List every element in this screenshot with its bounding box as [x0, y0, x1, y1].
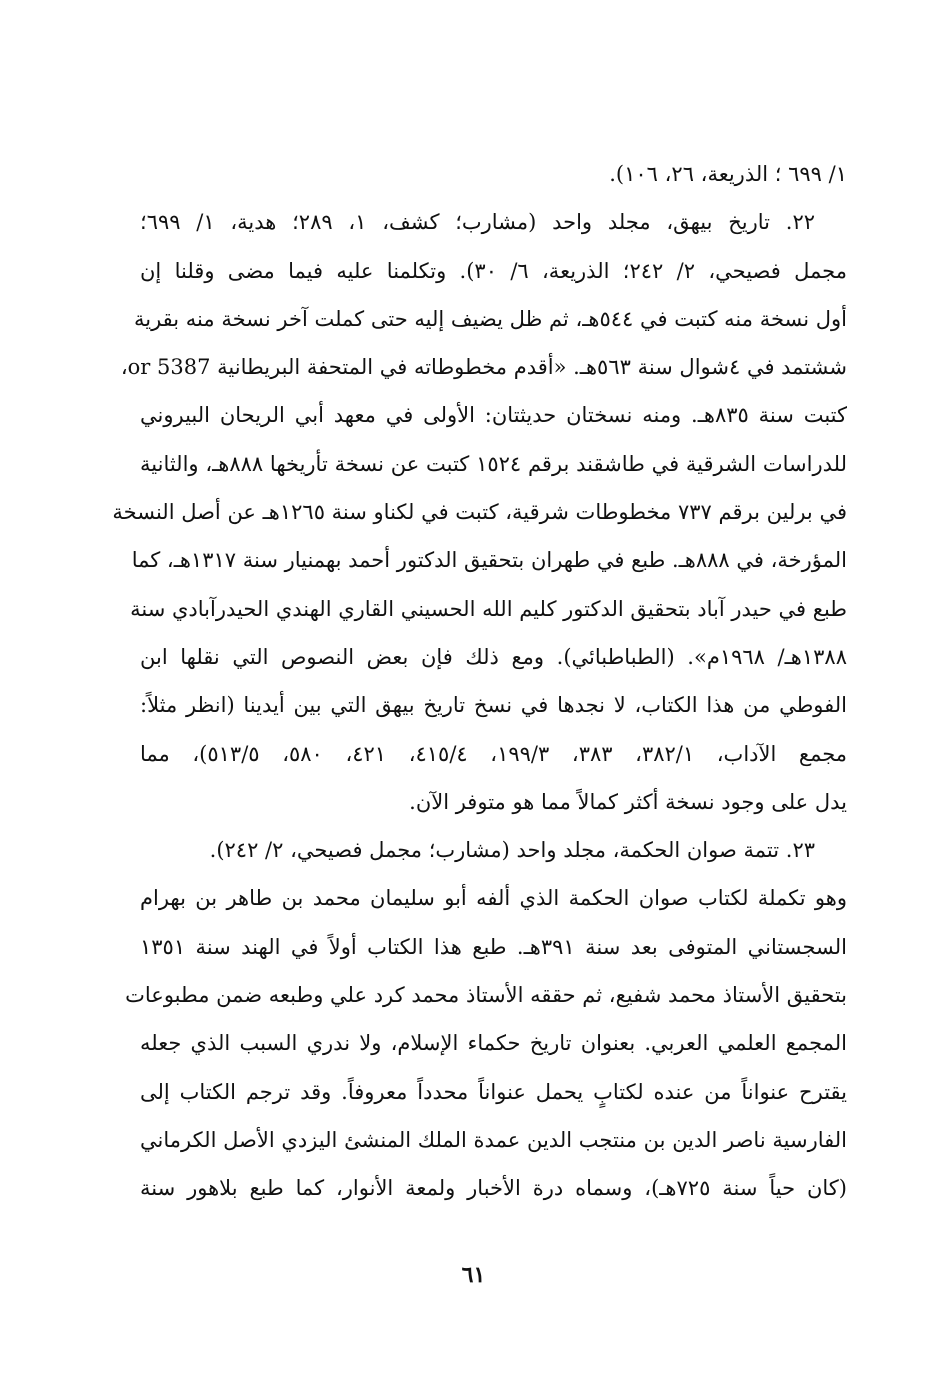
text-line: أول نسخة منه كتبت في ٥٤٤هـ، ثم ظل يضيف إليه حتى كملت آخر نسخة منه بقرية: [133, 306, 847, 331]
text-line: مجمل فصيحي، ٢/ ٢٤٢؛ الذريعة، ٦/ ٣٠). وتكلمنا عليه فيما مضى وقلنا إن: [140, 258, 847, 283]
text-line: طبع في حيدر آباد بتحقيق الدكتور كليم الله الحسيني القاري الهندي الحيدرآبادي سنة: [130, 596, 847, 621]
text-line: المجمع العلمي العربي. بعنوان تاريخ حكماء الإسلام، ولا ندري السبب الذي جعله: [140, 1031, 847, 1056]
body-text: [112, 150, 848, 1213]
text-line: (كان حياً سنة ٧٢٥هـ)، وسماه درة الأخبار ولمعة الأنوار، كما طبع بلاهور سنة: [140, 1176, 847, 1201]
text-line: يدل على وجود نسخة أكثر كمالاً مما هو متوفر الآن.: [409, 789, 847, 814]
text-line: ١٣٨٨هـ/ ١٩٦٨م». (الطباطبائي). ومع ذلك فإن بعض النصوص التي نقلها ابن: [140, 644, 847, 669]
page-number: ٦١: [461, 1262, 486, 1288]
text-line: ٢٣. تتمة صوان الحكمة، مجلد واحد (مشارب؛ مجمل فصيحي، ٢/ ٢٤٢).: [209, 838, 815, 863]
text-line: في برلين برقم ٧٣٧ مخطوطات شرقية، كتبت في لكناو سنة ١٢٦٥هـ عن أصل النسخة: [112, 500, 847, 525]
text-line: الفوطي من هذا الكتاب، لا نجدها في نسخ تاريخ بيهق التي بين أيدينا (انظر مثلاً:: [140, 693, 847, 718]
text-line: السجستاني المتوفى بعد سنة ٣٩١هـ. طبع هذا الكتاب أولاً في الهند سنة ١٣٥١: [140, 934, 847, 959]
text-line: بتحقيق الأستاذ محمد شفيع، ثم حققه الأستاذ محمد كرد علي وطبعه ضمن مطبوعات: [125, 983, 847, 1008]
text-line: ١/ ٦٩٩ ؛ الذريعة، ٢٦، ١٠٦).: [609, 162, 847, 186]
text-line: ششتمد في ٤شوال سنة ٥٦٣هـ. «أقدم مخطوطاته في المتحفة البريطانية 5387 or،: [120, 355, 847, 380]
text-line: ٢٢. تاريخ بيهق، مجلد واحد (مشارب؛ كشف، ١، ٢٨٩؛ هدية، ١/ ٦٩٩؛: [140, 210, 815, 235]
text-line: مجمع الآداب، ٣٨٢/١، ٣٨٣، ١٩٩/٣، ٤١٥/٤، ٤٢١، ٥٨٠، ٥١٣/٥)، مما: [140, 741, 848, 766]
text-line: المؤرخة، في ٨٨٨هـ. طبع في طهران بتحقيق الدكتور أحمد بهمنيار سنة ١٣١٧هـ، كما: [131, 548, 847, 573]
text-line: الفارسية ناصر الدين بن منتجب الدين عمدة الملك المنشئ اليزدي الأصل الكرماني: [140, 1127, 847, 1152]
text-line: كتبت سنة ٨٣٥هـ. ومنه نسختان حديثتان: الأولى في معهد أبي الريحان البيروني: [140, 403, 848, 428]
text-line: وهو تكملة لكتاب صوان الحكمة الذي ألفه أبو سليمان محمد بن طاهر بن بهرام: [140, 886, 847, 911]
text-line: للدراسات الشرقية في طاشقند برقم ١٥٢٤ كتبت عن نسخة تأريخها ٨٨٨هـ، والثانية: [140, 451, 847, 476]
text-line: يقترح عنواناً من عنده لكتابٍ يحمل عنواناً محدداً معروفاً. وقد ترجم الكتاب إلى: [140, 1079, 847, 1104]
